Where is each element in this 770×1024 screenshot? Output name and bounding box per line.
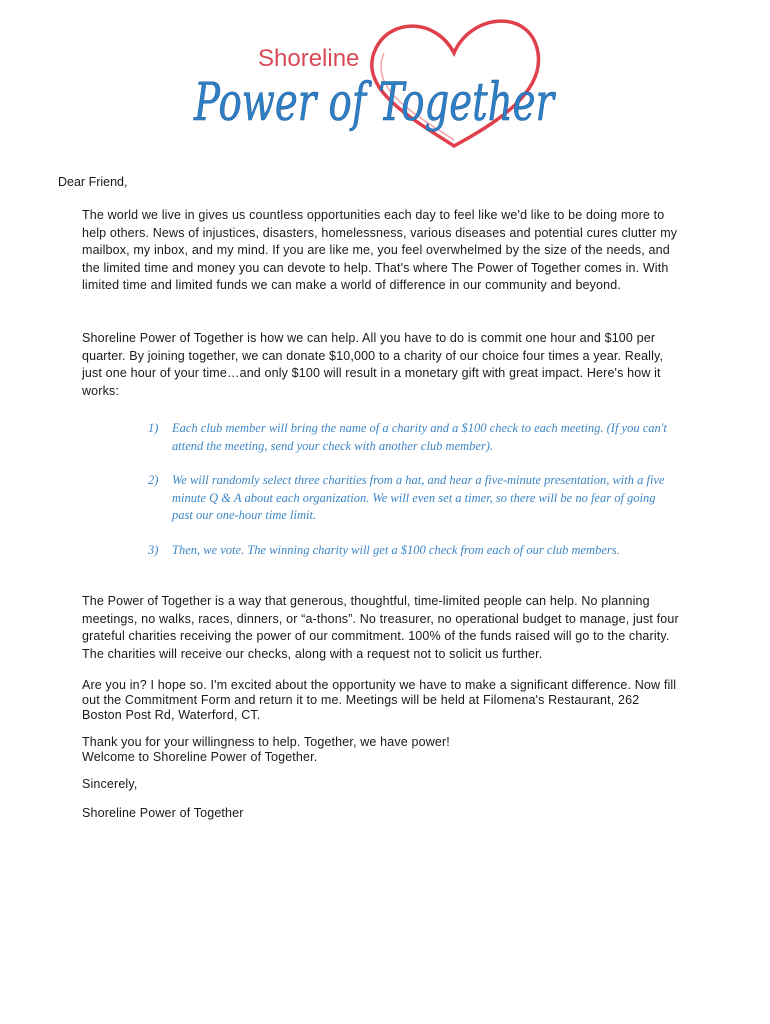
step-number: 2) — [148, 473, 159, 487]
paragraph-power-of-together: The Power of Together is a way that generous, thoughtful, time-limited people can help. No planning meetings, no walks, races, dinners, or “a-thons”. No treasurer, no operational budget to manage, just four grateful charities receiving the power of our commitment. 100% of the funds raised will go to the charity. The charities will receive our checks, along with a request not to solicit us further. — [82, 594, 679, 661]
closing: Sincerely, — [82, 777, 138, 791]
logo-main-text: Power of Together — [193, 73, 557, 133]
step-text: Each club member will bring the name of a charity and a $100 check to each meeting. (If you can't attend the meeting, send your check with another club member). — [172, 421, 667, 453]
welcome-line: Welcome to Shoreline Power of Together. — [82, 750, 318, 764]
shoreline-power-of-together-logo — [186, 8, 566, 158]
paragraph-how-we-help: Shoreline Power of Together is how we can help. All you have to do is commit one hour and $100 per quarter. By joining together, we can donate $10,000 to a charity of our choice four times a year. Really, just one hour of your time…and only $100 will result in a monetary gift with great impact. Here's how it works: — [82, 331, 664, 398]
heart-logo-graphic — [186, 8, 566, 158]
paragraph-thanks — [82, 735, 682, 765]
paragraph-intro: The world we live in gives us countless opportunities each day to feel like we'd like to be doing more to help others. News of injustices, disasters, homelessness, various diseases and potential cures clutter my mailbox, my inbox, and my mind. If you are like me, you feel overwhelmed by the size of the needs, and the limited time and money you can devote to help. That's where The Power of Together comes in. With limited time and limited funds we can make a world of difference in our community and beyond. — [82, 208, 678, 292]
step-number: 3) — [148, 542, 159, 557]
list-item — [148, 542, 678, 560]
step-text: Then, we vote. The winning charity will get a $100 check from each of our club members. — [172, 542, 620, 557]
step-text: We will randomly select three charities from a hat, and hear a five-minute presentation, with a five minute Q & A about each organization. We will even set a timer, so there will be no fear of going past our one-hour time limit. — [172, 473, 665, 522]
list-item — [148, 420, 678, 455]
list-item — [148, 472, 678, 525]
thanks-line: Thank you for your willingness to help. Together, we have power! — [82, 735, 450, 749]
logo-top-text: Shoreline — [258, 45, 360, 72]
steps-list — [148, 420, 678, 576]
signature: Shoreline Power of Together — [82, 806, 244, 820]
step-number: 1) — [148, 421, 159, 435]
paragraph-call-to-action: Are you in? I hope so. I'm excited about the opportunity we have to make a significant difference. Now fill out the Commitment Form and return it to me. Meetings will be held at Filomena's Restaurant, 262 Boston Post Rd, Waterford, CT. — [82, 678, 677, 722]
salutation: Dear Friend, — [58, 175, 128, 189]
